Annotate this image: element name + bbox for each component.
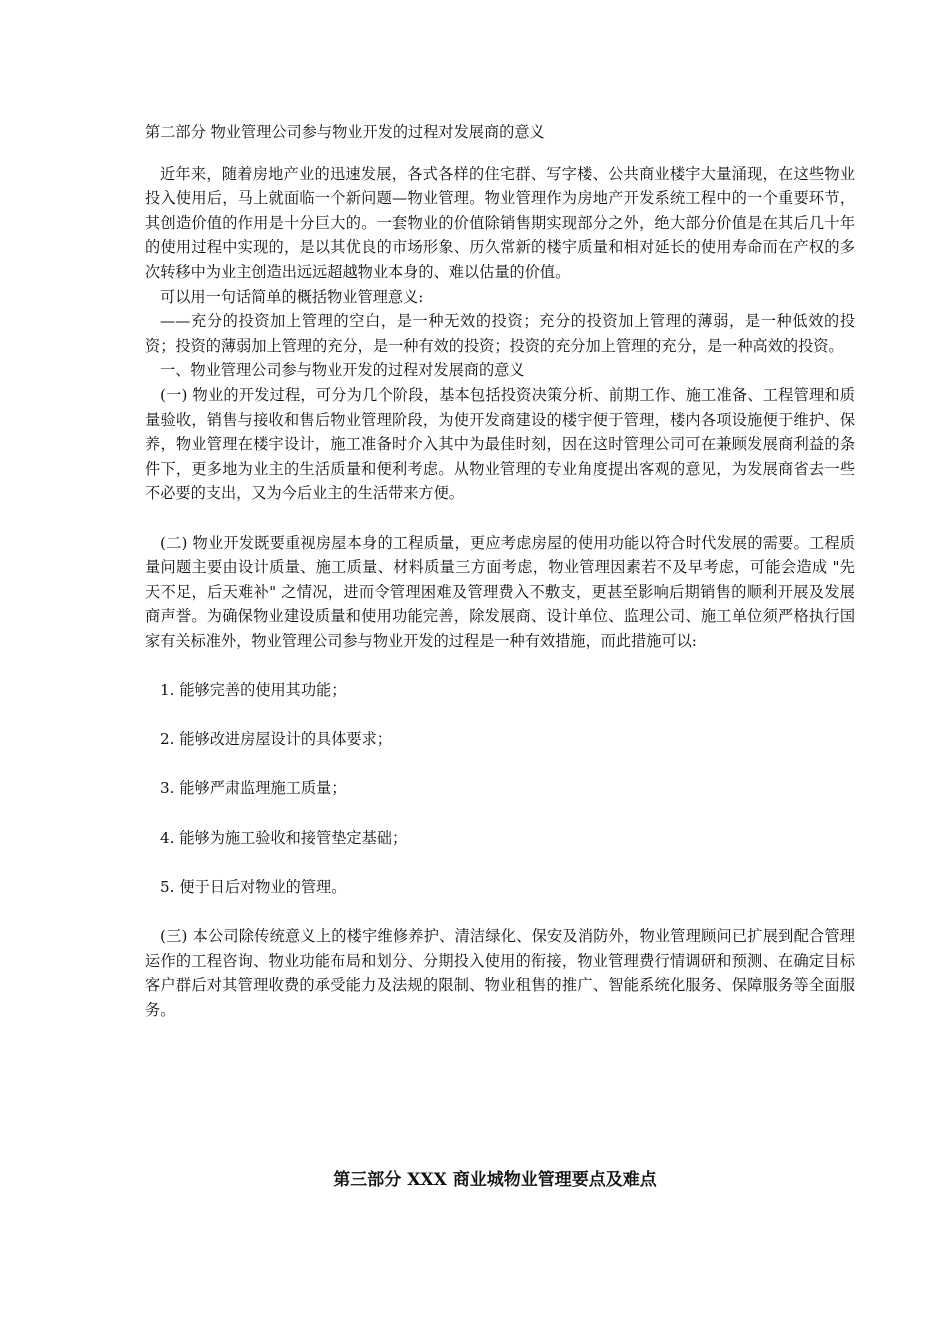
paragraph-gap	[145, 653, 855, 678]
benefit-item: 4. 能够为施工验收和接管垫定基础；	[160, 828, 408, 847]
part-two-title: 第二部分 物业管理公司参与物业开发的过程对发展商的意义	[145, 123, 545, 141]
summary-lead: 可以用一句话简单的概括物业管理意义:	[160, 287, 424, 306]
paragraph-gap	[145, 850, 855, 875]
benefit-item: 1. 能够完善的使用其功能；	[160, 681, 347, 700]
document-body	[145, 120, 855, 1022]
paragraph-gap	[145, 801, 855, 826]
benefit-item: 2. 能够改进房屋设计的具体要求；	[160, 730, 392, 749]
part-three-title: 第三部分 XXX 商业城物业管理要点及难点	[333, 1170, 657, 1190]
point-one-paragraph: (一) 物业的开发过程，可分为几个阶段，基本包括投资决策分析、前期工作、施工准备、工程管理和质量验收，销售与接收和售后物业管理阶段，为使开发商建设的楼宇便于管理，楼内各项设施便于维护、保养，物业管理在楼宇设计，施工准备时介入其中为最佳时刻，因在这时管理公司可在兼顾发展商利益的条件下，更多地为业主的生活质量和便利考虑。从物业管理的专业角度提出客观的意见，为发展商省去一些不必要的支出，又为今后业主的生活带来方便。	[145, 385, 855, 503]
paragraph-gap	[145, 752, 855, 777]
paragraph-gap	[145, 899, 855, 924]
section-one-heading: 一、物业管理公司参与物业开发的过程对发展商的意义	[160, 361, 525, 380]
point-two-paragraph: (二) 物业开发既要重视房屋本身的工程质量，更应考虑房屋的使用功能以符合时代发展的需要。工程质量问题主要由设计质量、施工质量、材料质量三方面考虑，物业管理因素若不及早考虑，可能会造成 "先天不足，后天难补" 之情况，进而令管理困难及管理费入不敷支，更甚至影响后期销售的顺利开展及发展商声誉。为确保物业建设质量和使用功能完善，除发展商、设计单位、监理公司、施工单位须严格执行国家有关标准外，物业管理公司参与物业开发的过程是一种有效措施，而此措施可以:	[145, 533, 855, 650]
point-three-paragraph: (三) 本公司除传统意义上的楼宇维修养护、清洁绿化、保安及消防外，物业管理顾问已扩展到配合管理运作的工程咨询、物业功能布局和划分、分期投入使用的衔接，物业管理费行情调研和预测、在确定目标客户群后对其管理收费的承受能力及法规的限制、物业租售的推广、智能系统化服务、保障服务等全面服务。	[145, 927, 855, 1019]
benefit-item: 3. 能够严肃监理施工质量；	[160, 779, 347, 798]
paragraph-gap	[145, 703, 855, 728]
benefit-item: 5. 便于日后对物业的管理。	[160, 877, 347, 896]
intro-paragraph: 近年来，随着房地产业的迅速发展，各式各样的住宅群、写字楼、公共商业楼宇大量涌现，在这些物业投入使用后，马上就面临一个新问题—物业管理。物业管理作为房地产开发系统工程中的一个重要环节，其创造价值的作用是十分巨大的。一套物业的价值除销售期实现部分之外，绝大部分价值是在其后几十年的使用过程中实现的，是以其优良的市场形象、历久常新的楼宇质量和相对延长的使用寿命而在产权的多次转移中为业主创造出远远超越物业本身的、难以估量的价值。	[145, 164, 855, 281]
paragraph-gap	[145, 506, 855, 531]
summary-quote: ——充分的投资加上管理的空白，是一种无效的投资；充分的投资加上管理的薄弱，是一种低效的投资；投资的薄弱加上管理的充分，是一种有效的投资；投资的充分加上管理的充分，是一种高效的投资。	[145, 312, 855, 355]
